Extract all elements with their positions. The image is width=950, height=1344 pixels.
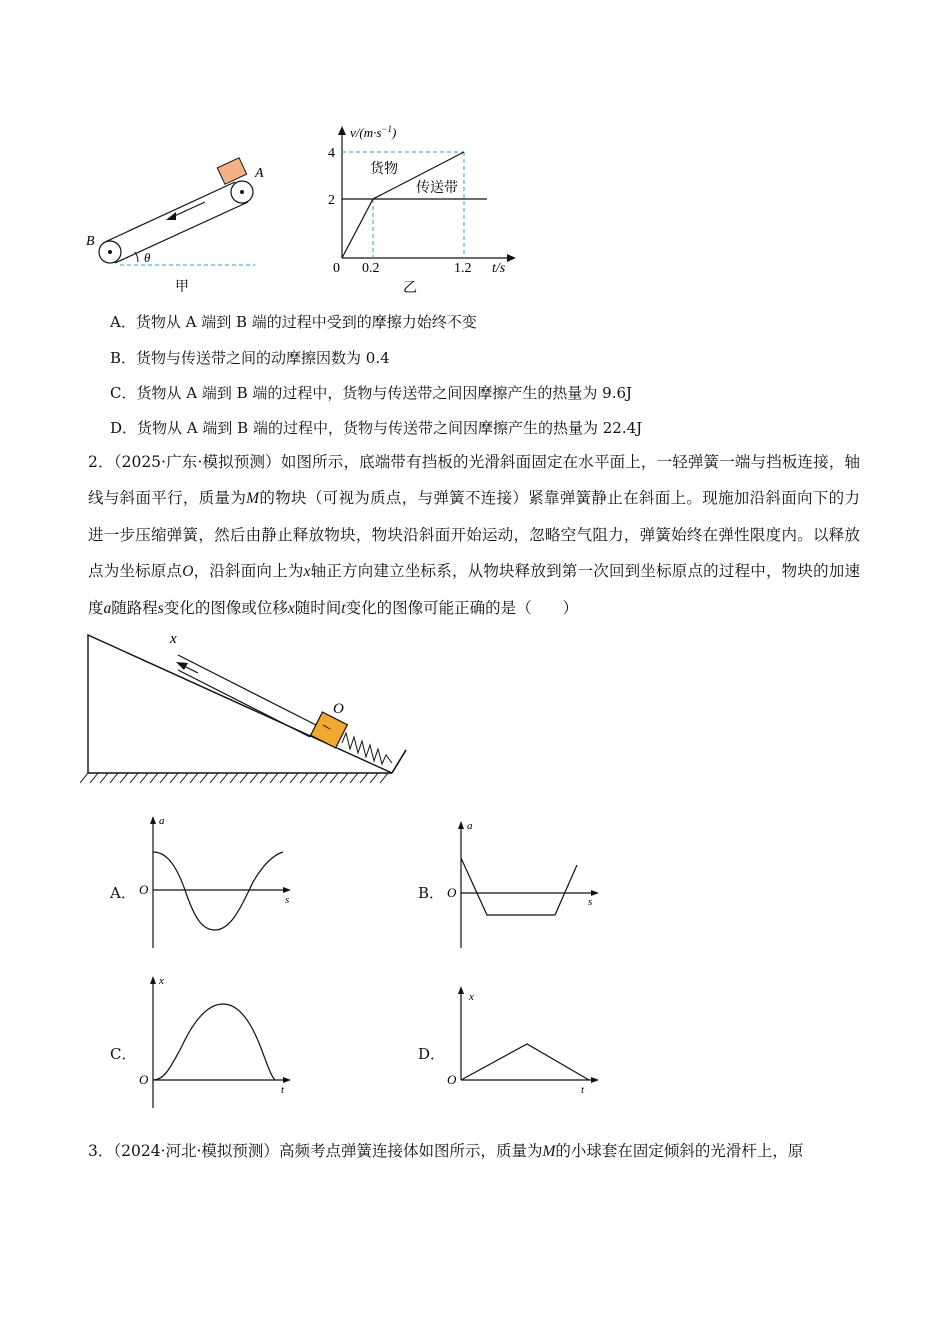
q1-option-b[interactable]: B．货物与传送带之间的动摩擦因数为 0.4 xyxy=(110,349,390,367)
graph-b-key[interactable]: B． xyxy=(418,884,445,902)
graph-c-y-label: x xyxy=(159,975,164,987)
q1-option-c[interactable]: C．货物从 A 端到 B 端的过程中，货物与传送带之间因摩擦产生的热量为 9.6J xyxy=(110,384,633,402)
question-3: 3．（2024·河北·模拟预测）高频考点弹簧连接体如图所示，质量为M的小球套在固定倾斜的光滑杆上，原 xyxy=(88,1142,804,1160)
point-b-label: B xyxy=(86,234,95,249)
belt-curve-label: 传送带 xyxy=(416,181,458,196)
x-tick-0: 0 xyxy=(333,261,340,276)
x-axis-label: t/s xyxy=(492,261,506,276)
graph-a-key[interactable]: A． xyxy=(110,884,136,902)
fig-jia-label: 甲 xyxy=(175,280,189,295)
x-tick-0-2: 0.2 xyxy=(362,261,380,276)
graph-d-y-label: x xyxy=(469,991,474,1003)
x-direction-label: x xyxy=(170,631,177,647)
graph-c-origin: O xyxy=(139,1072,149,1087)
graph-b[interactable] xyxy=(443,815,608,955)
incline-figure xyxy=(80,625,410,790)
graph-c-x-label: t xyxy=(281,1084,285,1096)
graph-a[interactable] xyxy=(135,810,300,955)
graph-c-key[interactable]: C． xyxy=(110,1045,137,1063)
graph-d[interactable] xyxy=(443,980,608,1110)
origin-o-label: O xyxy=(333,701,344,717)
graph-a-x-label: s xyxy=(285,894,290,906)
q1-option-d[interactable]: D．货物从 A 端到 B 端的过程中，货物与传送带之间因摩擦产生的热量为 22.4J xyxy=(110,419,643,437)
y-tick-2: 2 xyxy=(328,193,335,208)
y-tick-4: 4 xyxy=(328,146,335,161)
question-2: 2．（2025·广东·模拟预测）如图所示，底端带有挡板的光滑斜面固定在水平面上，一轻弹簧一端与挡板连接，轴线与斜面平行，质量为M的物块（可视为质点，与弹簧不连接）紧靠弹簧静止在斜面上。现施加沿斜面向下的力进一步压缩弹簧，然后由静止释放物块，物块沿斜面开始运动，忽略空气阻力，弹簧始终在弹性限度内。以释放点为坐标原点O，沿斜面向上为x轴正方向建立坐标系，从物块释放到第一次回到坐标原点的过程中，物块的加速度a随路程s变化的图像或位移x随时间t变化的图像可能正确的是（ ） xyxy=(88,453,860,617)
goods-curve-label: 货物 xyxy=(370,162,398,177)
graph-b-y-label: a xyxy=(467,820,473,832)
graph-a-origin: O xyxy=(139,882,149,897)
graph-d-origin: O xyxy=(447,1072,457,1087)
graph-d-x-label: t xyxy=(581,1084,585,1096)
conveyor-figure xyxy=(80,150,270,295)
graph-b-origin: O xyxy=(447,885,457,900)
fig-yi-label: 乙 xyxy=(403,281,417,295)
vt-graph xyxy=(320,120,530,295)
x-tick-1-2: 1.2 xyxy=(454,261,472,276)
graph-b-x-label: s xyxy=(588,896,593,908)
q1-option-a[interactable]: A．货物从 A 端到 B 端的过程中受到的摩擦力始终不变 xyxy=(110,313,477,331)
y-axis-label: $v/(m\cdot s^{-1})$ xyxy=(350,124,397,140)
angle-label: θ xyxy=(144,250,151,265)
graph-d-key[interactable]: D． xyxy=(418,1045,446,1063)
graph-a-y-label: a xyxy=(159,815,165,827)
point-a-label: A xyxy=(255,166,264,181)
graph-c[interactable] xyxy=(135,970,300,1110)
